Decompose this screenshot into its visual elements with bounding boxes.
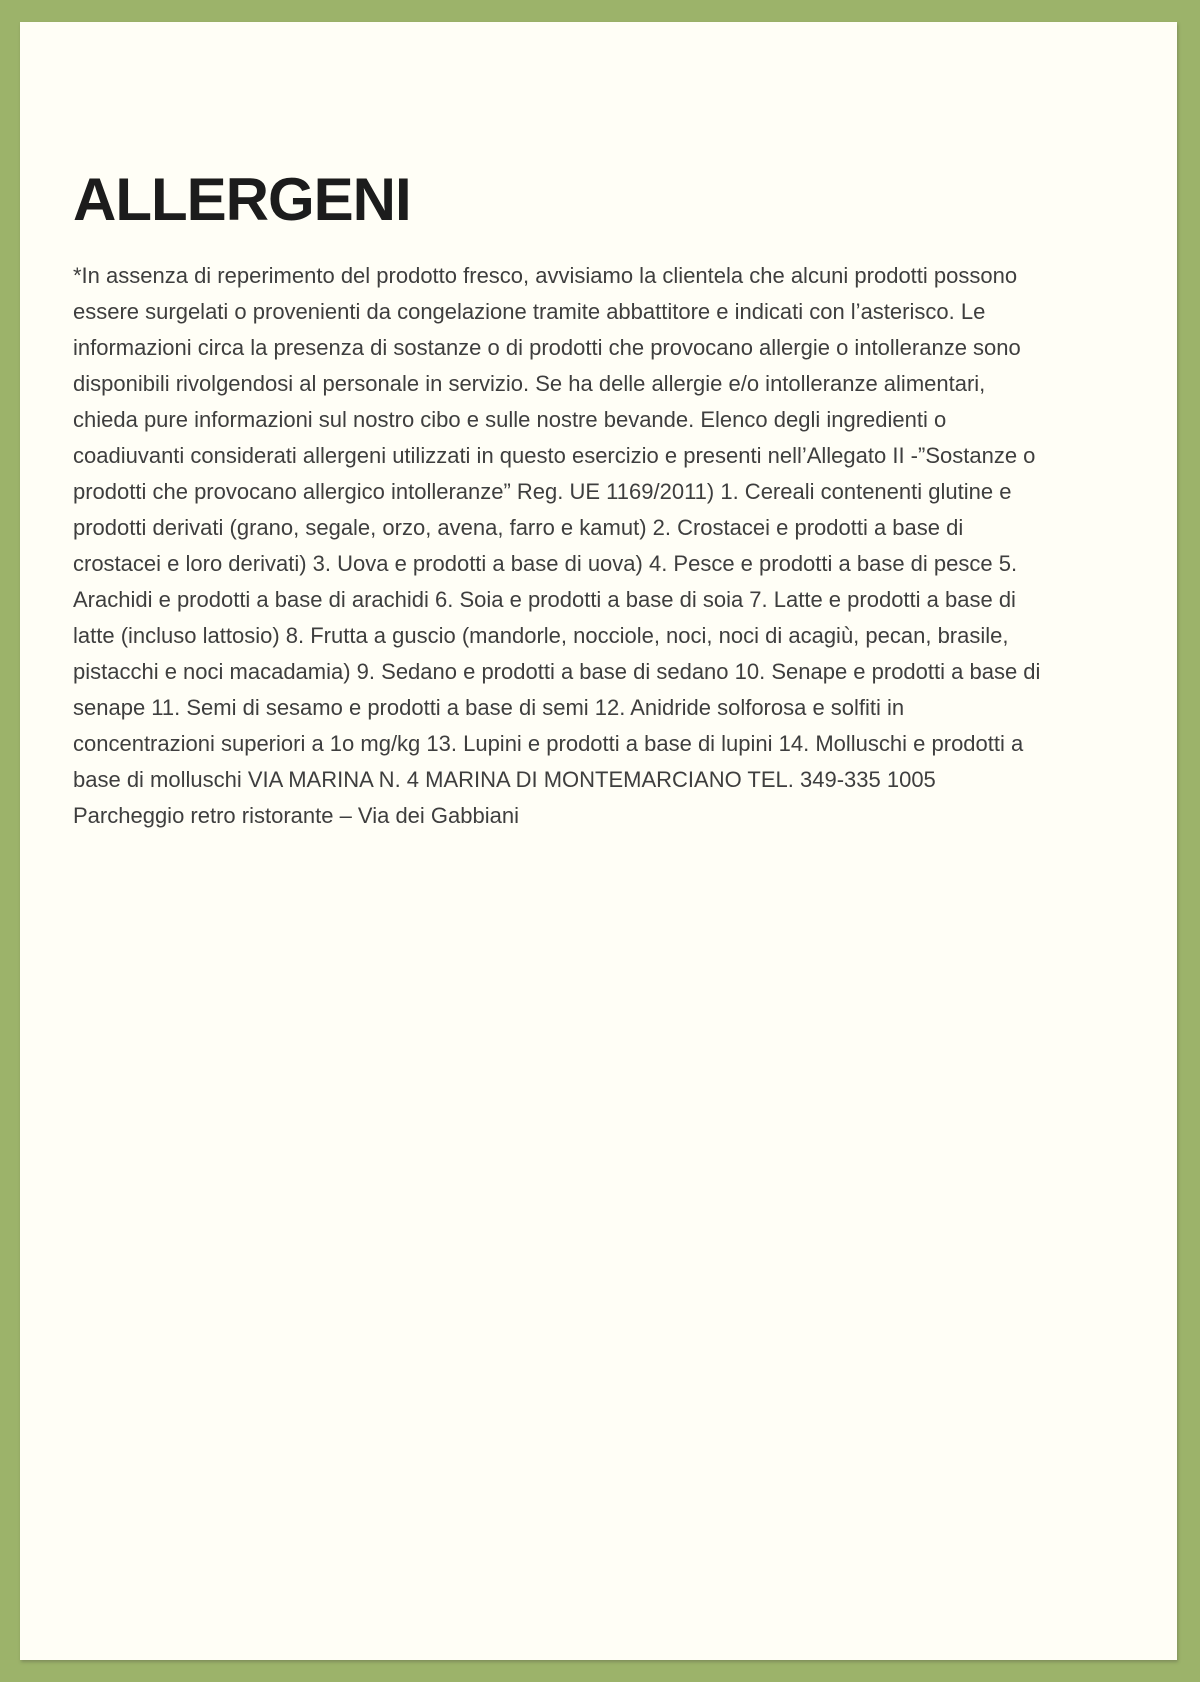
page-title: ALLERGENI bbox=[73, 166, 411, 233]
allergen-notice-paragraph: *In assenza di reperimento del prodotto fresco, avvisiamo la clientela che alcuni prodotti possono essere surgelati o provenienti da congelazione tramite abbattitore e indicati con l’asterisco. Le informazioni circa la presenza di sostanze o di prodotti che provocano allergie o intolleranze sono disponibili rivolgendosi al personale in servizio. Se ha delle allergie e/o intolleranze alimentari, chieda pure informazioni sul nostro cibo e sulle nostre bevande. Elenco degli ingredienti o coadiuvanti considerati allergeni utilizzati in questo esercizio e presenti nell’Allegato II -”Sostanze o prodotti che provocano allergico intolleranze” Reg. UE 1169/2011) 1. Cereali contenenti glutine e prodotti derivati (grano, segale, orzo, avena, farro e kamut) 2. Crostacei e prodotti a base di crostacei e loro derivati) 3. Uova e prodotti a base di uova) 4. Pesce e prodotti a base di pesce 5. Arachidi e prodotti a base di arachidi 6. Soia e prodotti a base di soia 7. Latte e prodotti a base di latte (incluso lattosio) 8. Frutta a guscio (mandorle, nocciole, noci, noci di acagiù, pecan, brasile, pistacchi e noci macadamia) 9. Sedano e prodotti a base di sedano 10. Senape e prodotti a base di senape 11. Semi di sesamo e prodotti a base di semi 12. Anidride solforosa e solfiti in concentrazioni superiori a 1o mg/kg 13. Lupini e prodotti a base di lupini 14. Molluschi e prodotti a base di molluschi VIA MARINA N. 4 MARINA DI MONTEMARCIANO TEL. 349-335 1005 Parcheggio retro ristorante – Via dei Gabbiani bbox=[73, 263, 1041, 828]
document-page bbox=[20, 22, 1177, 1660]
